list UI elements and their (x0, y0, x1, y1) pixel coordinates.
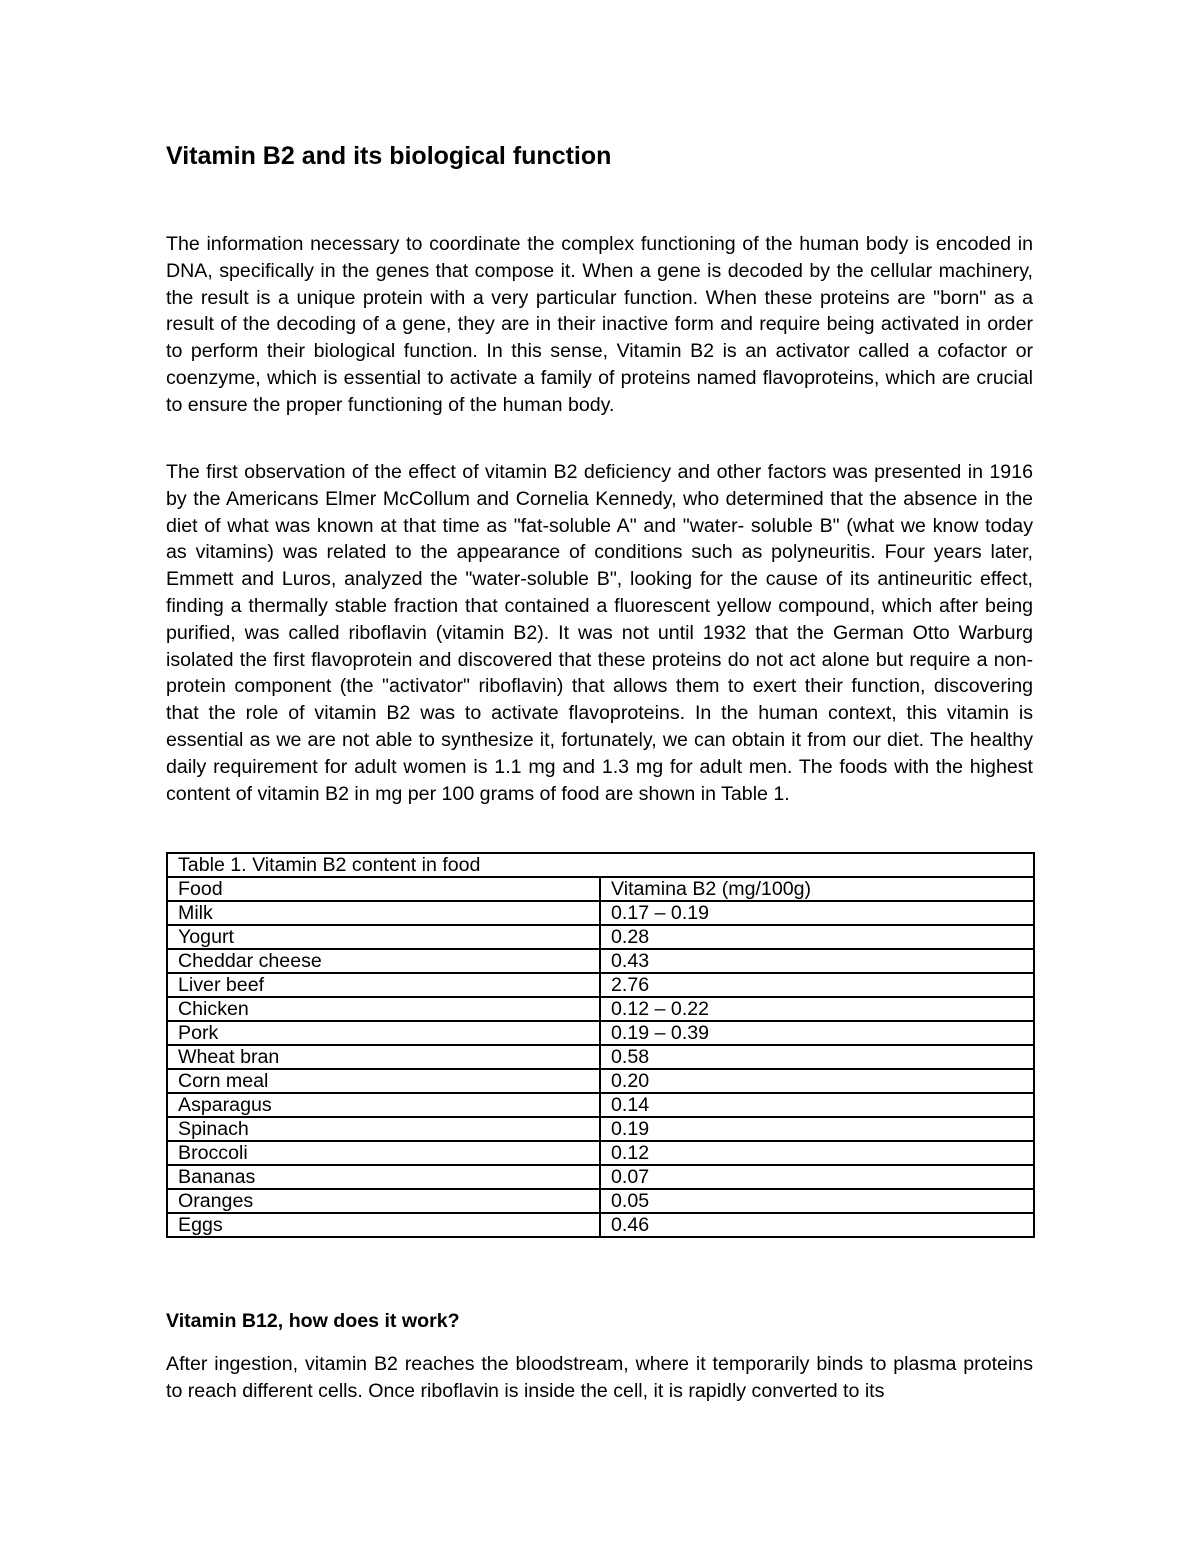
food-cell: Cheddar cheese (167, 949, 600, 973)
table-row (167, 949, 1034, 973)
vitamin-value-cell: 0.28 (600, 925, 1034, 949)
table-row (167, 1093, 1034, 1117)
vitamin-value-cell: 0.05 (600, 1189, 1034, 1213)
food-cell: Asparagus (167, 1093, 600, 1117)
vitamin-value-cell: 2.76 (600, 973, 1034, 997)
column-header-food: Food (167, 877, 600, 901)
table-row (167, 1189, 1034, 1213)
food-cell: Wheat bran (167, 1045, 600, 1069)
vitamin-value-cell: 0.14 (600, 1093, 1034, 1117)
food-cell: Corn meal (167, 1069, 600, 1093)
vitamin-value-cell: 0.12 – 0.22 (600, 997, 1034, 1021)
food-cell: Broccoli (167, 1141, 600, 1165)
vitamin-value-cell: 0.58 (600, 1045, 1034, 1069)
food-cell: Eggs (167, 1213, 600, 1237)
section-heading: Vitamin B12, how does it work? (166, 1310, 460, 1332)
vitamin-value-cell: 0.12 (600, 1141, 1034, 1165)
food-cell: Yogurt (167, 925, 600, 949)
food-cell: Oranges (167, 1189, 600, 1213)
table-row (167, 1045, 1034, 1069)
food-cell: Pork (167, 1021, 600, 1045)
food-cell: Bananas (167, 1165, 600, 1189)
table-caption: Table 1. Vitamin B2 content in food (167, 853, 1034, 877)
table-row (167, 997, 1034, 1021)
vitamin-value-cell: 0.46 (600, 1213, 1034, 1237)
vitamin-value-cell: 0.07 (600, 1165, 1034, 1189)
food-cell: Chicken (167, 997, 600, 1021)
table-row (167, 1141, 1034, 1165)
column-header-vitamin: Vitamina B2 (mg/100g) (600, 877, 1034, 901)
food-cell: Milk (167, 901, 600, 925)
history-paragraph: The first observation of the effect of vitamin B2 deficiency and other factors was presented in 1916 by the Americans Elmer McCollum and Cornelia Kennedy, who determined that the absence in the diet of what was known at that time as "fat-soluble A" and "water- soluble B" (what we know today as vitamins) was related to the appearance of conditions such as polyneuritis. Four years later, Emmett and Luros, analyzed the "water-soluble B", looking for the cause of its antineuritic effect, finding a thermally stable fraction that contained a fluorescent yellow compound, which after being purified, was called riboflavin (vitamin B2). It was not until 1932 that the German Otto Warburg isolated the first flavoprotein and discovered that these proteins do not act alone but require a non-protein component (the "activator" riboflavin) that allows them to exert their function, discovering that the role of vitamin B2 was to activate flavoproteins. In the human context, this vitamin is essential as we are not able to synthesize it, fortunately, we can obtain it from our diet. The healthy daily requirement for adult women is 1.1 mg and 1.3 mg for adult men. The foods with the highest content of vitamin B2 in mg per 100 grams of food are shown in Table 1. (166, 461, 1033, 805)
section-paragraph: After ingestion, vitamin B2 reaches the bloodstream, where it temporarily binds to plasma proteins to reach different cells. Once riboflavin is inside the cell, it is rapidly converted to its (166, 1353, 1033, 1402)
vitamin-value-cell: 0.19 – 0.39 (600, 1021, 1034, 1045)
vitamin-b2-table (166, 852, 1035, 1238)
table-row (167, 925, 1034, 949)
food-cell: Spinach (167, 1117, 600, 1141)
vitamin-value-cell: 0.20 (600, 1069, 1034, 1093)
food-cell: Liver beef (167, 973, 600, 997)
table-caption-row (167, 853, 1034, 877)
intro-paragraph: The information necessary to coordinate the complex functioning of the human body is encoded in DNA, specifically in the genes that compose it. When a gene is decoded by the cellular machinery, the result is a unique protein with a very particular function. When these proteins are "born" as a result of the decoding of a gene, they are in their inactive form and require being activated in order to perform their biological function. In this sense, Vitamin B2 is an activator called a cofactor or coenzyme, which is essential to activate a family of proteins named flavoproteins, which are crucial to ensure the proper functioning of the human body. (166, 233, 1033, 416)
table-row (167, 973, 1034, 997)
table-header-row (167, 877, 1034, 901)
table-row (167, 1165, 1034, 1189)
table-row (167, 1117, 1034, 1141)
vitamin-value-cell: 0.43 (600, 949, 1034, 973)
table-row (167, 1021, 1034, 1045)
vitamin-value-cell: 0.19 (600, 1117, 1034, 1141)
table-row (167, 1213, 1034, 1237)
table-row (167, 1069, 1034, 1093)
vitamin-value-cell: 0.17 – 0.19 (600, 901, 1034, 925)
table-row (167, 901, 1034, 925)
document-title: Vitamin B2 and its biological function (166, 142, 612, 170)
